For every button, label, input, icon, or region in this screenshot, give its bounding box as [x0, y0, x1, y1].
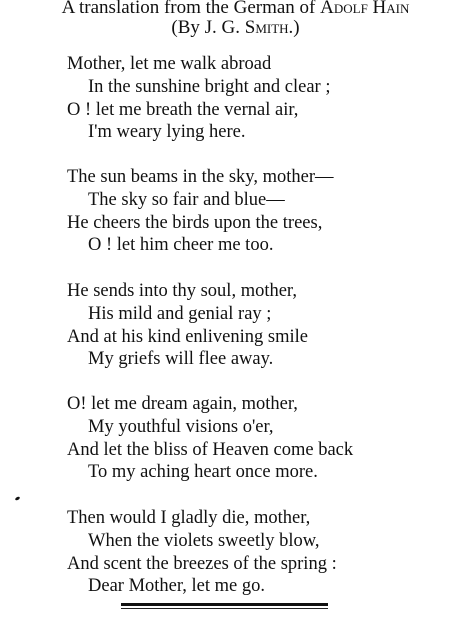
poem-line: O! let me dream again, mother,	[67, 394, 298, 414]
poem-line: My youthful visions o'er,	[88, 417, 274, 437]
poem-line: The sky so fair and blue—	[88, 190, 285, 210]
poem-line: And scent the breezes of the spring :	[67, 554, 337, 574]
poem-line: When the violets sweetly blow,	[88, 531, 320, 551]
translator-line	[0, 18, 471, 38]
poem-line: Mother, let me walk abroad	[67, 54, 272, 74]
poem-line: He sends into thy soul, mother,	[67, 281, 297, 301]
poem-line: His mild and genial ray ;	[88, 304, 272, 324]
poem-line: Dear Mother, let me go.	[88, 576, 266, 596]
ink-speck	[15, 496, 21, 501]
poem-line: The sun beams in the sky, mother—	[67, 167, 334, 187]
end-rule	[121, 603, 328, 606]
poem-line: O ! let me breath the vernal air,	[67, 100, 299, 120]
translator-prefix: (By J. G.	[171, 17, 245, 38]
translator-suffix: .)	[288, 17, 300, 38]
poem-line: Then would I gladly die, mother,	[67, 508, 311, 528]
attribution-prefix: A translation from the German of	[61, 0, 321, 18]
author-name: Adolf Hain	[320, 0, 410, 18]
poem-line: To my aching heart once more.	[88, 462, 318, 482]
attribution-line	[0, 0, 471, 18]
poem-line: In the sunshine bright and clear ;	[88, 77, 331, 97]
poem-line: He cheers the birds upon the trees,	[67, 213, 323, 233]
poem-line: And let the bliss of Heaven come back	[67, 440, 354, 460]
poem-line: I'm weary lying here.	[88, 122, 246, 142]
translator-name: Smith	[244, 17, 289, 38]
poem-line: My griefs will flee away.	[88, 349, 274, 369]
poem-line: And at his kind enlivening smile	[67, 327, 308, 347]
poem-line: O ! let him cheer me too.	[88, 235, 274, 255]
